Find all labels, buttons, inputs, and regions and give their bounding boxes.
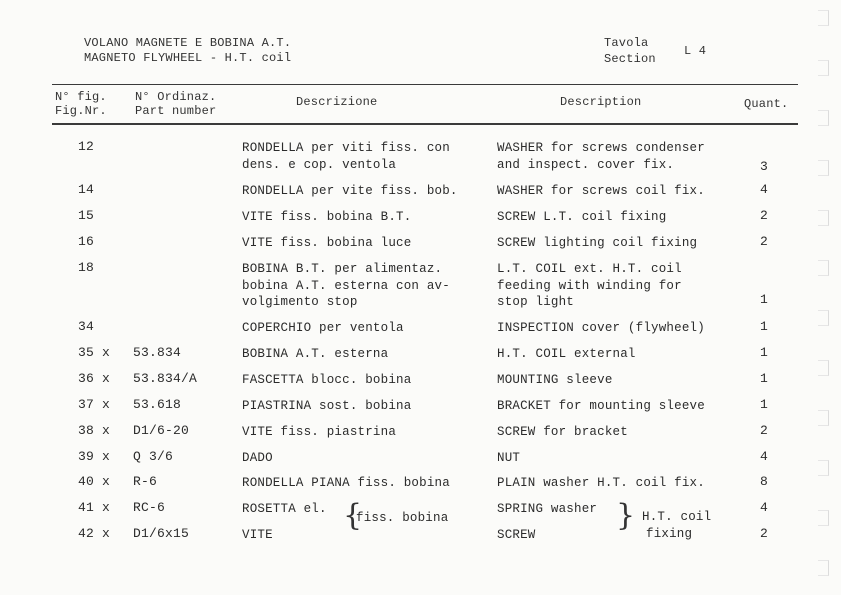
- description-en: SPRING washer: [497, 502, 598, 516]
- col-part-en: Part number: [135, 104, 217, 118]
- fig-number: 36 x: [78, 371, 111, 386]
- description-en: WASHER for screws coil fix.: [497, 184, 705, 198]
- page-edge-tab: [818, 460, 829, 476]
- description-it: ROSETTA el.: [242, 502, 327, 516]
- fig-number: 38 x: [78, 423, 111, 438]
- col-desc-it: Descrizione: [296, 95, 378, 109]
- page-edge-tab: [818, 360, 829, 376]
- fig-number: 37 x: [78, 397, 111, 412]
- title-english: MAGNETO FLYWHEEL - H.T. coil: [84, 51, 292, 65]
- fig-number: 16: [78, 234, 95, 249]
- description-en: WASHER for screws condenser and inspect. cover fix.: [497, 141, 705, 172]
- part-number: D1/6-20: [133, 423, 190, 438]
- page-edge-tab: [818, 560, 829, 576]
- part-number: 53.834: [133, 345, 182, 360]
- description-it: RONDELLA per vite fiss. bob.: [242, 184, 458, 198]
- description-it: RONDELLA per viti fiss. con dens. e cop. ventola: [242, 141, 450, 172]
- section-label: Section: [604, 52, 656, 66]
- part-number: Q 3/6: [133, 449, 174, 464]
- fig-number: 12: [78, 139, 95, 154]
- fig-number: 39 x: [78, 449, 111, 464]
- quantity: 2: [760, 526, 769, 541]
- quantity: 1: [760, 397, 769, 412]
- description-it: BOBINA A.T. esterna: [242, 347, 389, 361]
- section-code: L 4: [684, 44, 707, 58]
- quantity: 3: [760, 159, 769, 174]
- fig-number: 35 x: [78, 345, 111, 360]
- quantity: 1: [760, 345, 769, 360]
- fig-number: 42 x: [78, 526, 111, 541]
- page-edge-tab: [818, 210, 829, 226]
- brace-english: }: [616, 498, 636, 533]
- page-edge-tab: [818, 310, 829, 326]
- header-bottom-rule: [52, 123, 798, 125]
- fig-number: 15: [78, 208, 95, 223]
- page-edge-tab: [818, 410, 829, 426]
- description-en: MOUNTING sleeve: [497, 373, 613, 387]
- description-en: SCREW for bracket: [497, 425, 628, 439]
- description-en: NUT: [497, 451, 521, 465]
- description-it: VITE fiss. bobina B.T.: [242, 210, 412, 224]
- quantity: 2: [760, 208, 769, 223]
- description-en: PLAIN washer H.T. coil fix.: [497, 476, 705, 490]
- page-edge-tab: [818, 10, 829, 26]
- description-en: SCREW: [497, 528, 536, 542]
- col-fig-en: Fig.Nr.: [55, 104, 107, 118]
- quantity: 4: [760, 500, 769, 515]
- col-desc-en: Description: [560, 95, 642, 109]
- description-it: FASCETTA blocc. bobina: [242, 373, 412, 387]
- part-number: RC-6: [133, 500, 166, 515]
- group-note-en-2: fixing: [646, 527, 693, 541]
- description-it: COPERCHIO per ventola: [242, 321, 404, 335]
- tavola-label: Tavola: [604, 36, 649, 50]
- description-en: BRACKET for mounting sleeve: [497, 399, 705, 413]
- description-it: BOBINA B.T. per alimentaz. bobina A.T. esterna con av- volgimento stop: [242, 262, 450, 310]
- header-top-rule: [52, 84, 798, 85]
- title-italian: VOLANO MAGNETE E BOBINA A.T.: [84, 36, 292, 50]
- brace-italian: {: [343, 498, 363, 533]
- description-en: INSPECTION cover (flywheel): [497, 321, 705, 335]
- part-number: D1/6x15: [133, 526, 190, 541]
- quantity: 4: [760, 182, 769, 197]
- description-en: SCREW L.T. coil fixing: [497, 210, 667, 224]
- fig-number: 18: [78, 260, 95, 275]
- description-it: PIASTRINA sost. bobina: [242, 399, 412, 413]
- col-fig-it: N° fig.: [55, 90, 107, 104]
- page-edge-tab: [818, 110, 829, 126]
- description-it: DADO: [242, 451, 273, 465]
- part-number: R-6: [133, 474, 158, 489]
- description-en: L.T. COIL ext. H.T. coil feeding with winding for stop light: [497, 262, 682, 310]
- quantity: 1: [760, 371, 769, 386]
- description-it: VITE: [242, 528, 273, 542]
- description-it: VITE fiss. piastrina: [242, 425, 397, 439]
- group-note-it: fiss. bobina: [356, 511, 449, 525]
- page-edge-tab: [818, 60, 829, 76]
- fig-number: 40 x: [78, 474, 111, 489]
- fig-number: 34: [78, 319, 95, 334]
- description-en: SCREW lighting coil fixing: [497, 236, 698, 250]
- group-note-en-1: H.T. coil: [642, 510, 712, 524]
- description-en: H.T. COIL external: [497, 347, 636, 361]
- col-qty: Quant.: [744, 97, 789, 111]
- description-it: VITE fiss. bobina luce: [242, 236, 412, 250]
- page-edge-tab: [818, 260, 829, 276]
- fig-number: 41 x: [78, 500, 111, 515]
- quantity: 2: [760, 234, 769, 249]
- page-edge-tab: [818, 160, 829, 176]
- description-it: RONDELLA PIANA fiss. bobina: [242, 476, 450, 490]
- fig-number: 14: [78, 182, 95, 197]
- part-number: 53.834/A: [133, 371, 198, 386]
- part-number: 53.618: [133, 397, 182, 412]
- col-part-it: N° Ordinaz.: [135, 90, 217, 104]
- quantity: 2: [760, 423, 769, 438]
- quantity: 8: [760, 474, 769, 489]
- quantity: 4: [760, 449, 769, 464]
- quantity: 1: [760, 319, 769, 334]
- page-edge-tab: [818, 510, 829, 526]
- quantity: 1: [760, 292, 769, 307]
